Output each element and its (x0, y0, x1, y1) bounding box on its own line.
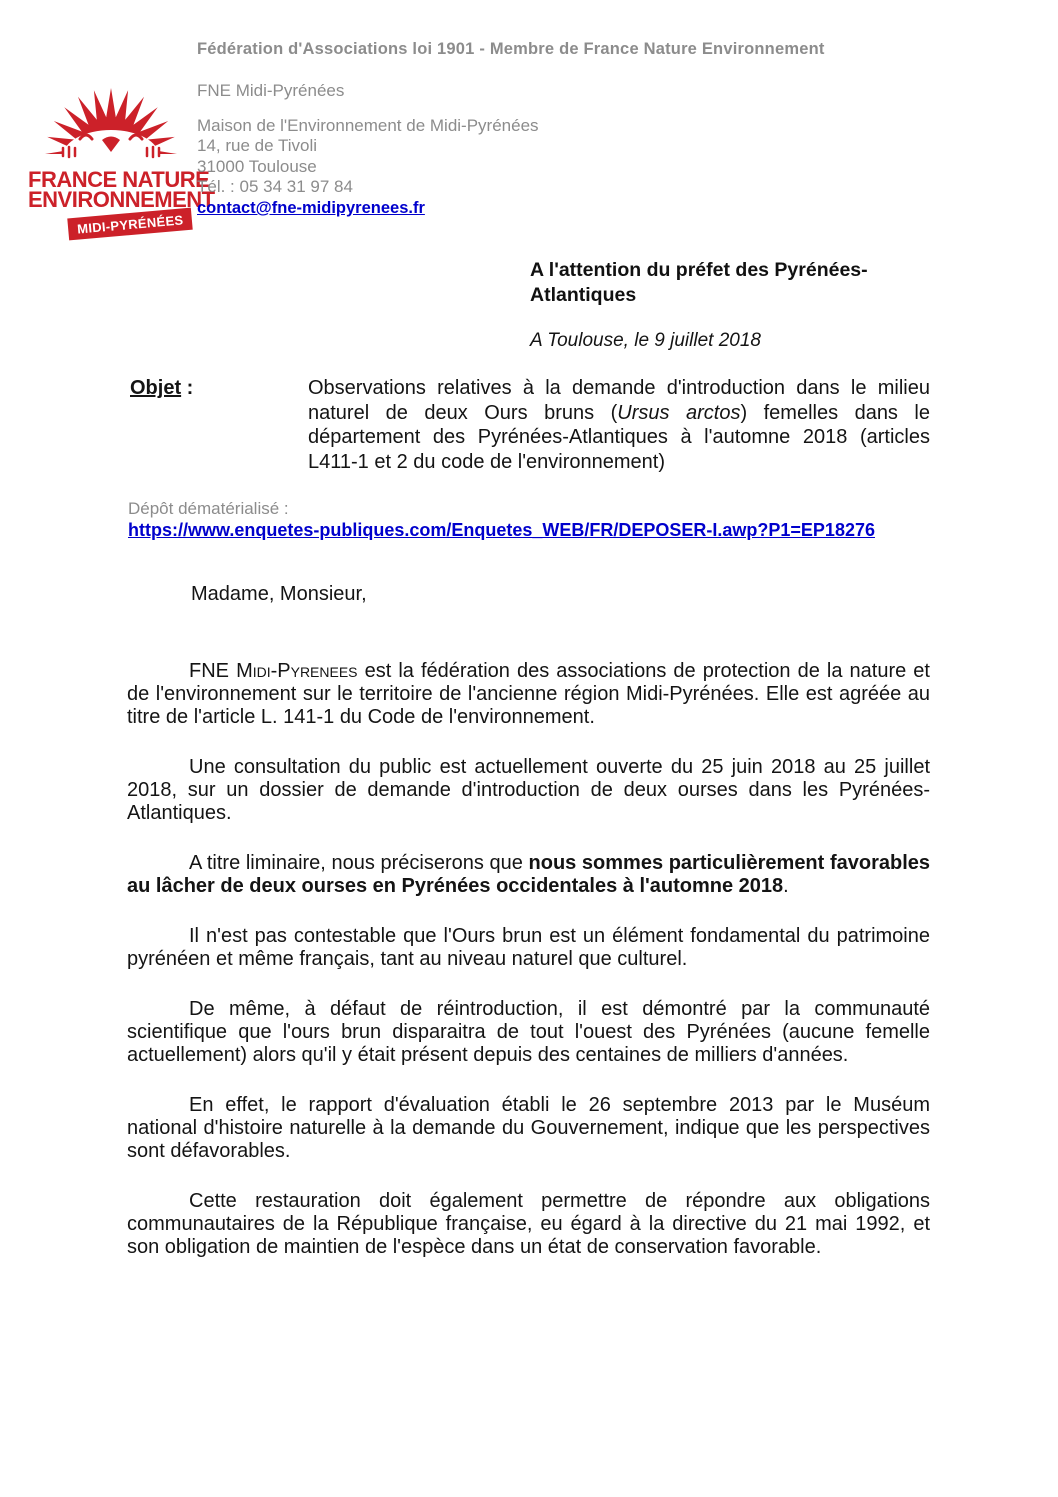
letter-body (127, 660, 930, 1286)
hedgehog-icon (30, 76, 192, 170)
fne-logo (28, 76, 215, 237)
phone-line: Tél. : 05 34 31 97 84 (197, 177, 353, 196)
p3-bold-statement: nous sommes particulièrement favorables au lâcher de deux ourses en Pyrénées occidentales à l'automne 2018 (127, 852, 930, 897)
address-number: 14, rue de Tivoli (197, 136, 318, 155)
deposit-label: Dépôt dématérialisé : (128, 499, 289, 518)
p1-lead: FNE (189, 660, 237, 682)
federation-header: Fédération d'Associations loi 1901 - Membre de France Nature Environnement (197, 40, 825, 58)
address-city: 31000 Toulouse (197, 156, 317, 176)
logo-region-ribbon: MIDI-PYRÉNÉES (67, 208, 193, 241)
org-name: FNE Midi-Pyrénées (197, 81, 345, 100)
logo-ribbon-wrap (28, 213, 194, 235)
deposit-url-link[interactable]: https://www.enquetes-publiques.com/Enquetes_WEB/FR/DEPOSER-I.awp?P1=EP18276 (128, 520, 875, 540)
recipient-line1: A l'attention du préfet des Pyrénées- (530, 259, 868, 281)
logo-title-line2: ENVIRONNEMENT (28, 187, 215, 212)
p1-rest: est la fédération des associations de protection de la nature et de l'environnement sur le territoire de l'ancienne région Midi-Pyrénées. Elle est agréée au titre de l'article L. 141-1 du Code de l'environnement. (127, 660, 930, 728)
subject-label-separator: : (181, 377, 194, 399)
logo-title-line1: FRANCE NATURE (28, 167, 210, 192)
subject-text (308, 376, 930, 474)
paragraph-obligations: Cette restauration doit également permettre de répondre aux obligations communautaires de la République française, eu égard à la directive du 21 mai 1992, et son obligation de maintien de l'espèce dans un état de conservation favorable. (127, 1190, 930, 1258)
paragraph-ours-patrimoine: Il n'est pas contestable que l'Ours brun est un élément fondamental du patrimoine pyrénéen et même français, tant au niveau naturel que culturel. (127, 925, 930, 970)
address-street: Maison de l'Environnement de Midi-Pyrénées (197, 115, 539, 135)
paragraph-intro-fne (127, 660, 930, 729)
subject-label-word: Objet (130, 377, 182, 399)
p3-lead: A titre liminaire, nous préciserons que (189, 852, 529, 874)
recipient-block (530, 258, 950, 308)
subject-species-latin: Ursus arctos (617, 401, 741, 424)
paragraph-position (127, 852, 930, 898)
subject-label (130, 377, 193, 400)
p3-tail: . (783, 875, 789, 897)
recipient-line2: Atlantiques (530, 284, 637, 306)
email-link[interactable]: contact@fne-midipyrenees.fr (197, 199, 425, 217)
subject-text-after: ) femelles dans le département des Pyrénées-Atlantiques à l'automne 2018 (articles L411-1 et 2 du code de l'environnement) (308, 401, 930, 473)
sender-address-block (197, 81, 539, 219)
p1-org-smallcaps: Midi-Pyrenees (236, 660, 358, 682)
subject-text-before: Observations relatives à la demande d'introduction dans le milieu naturel de deux Ours bruns ( (308, 377, 930, 424)
salutation: Madame, Monsieur, (191, 583, 367, 605)
paragraph-disparition: De même, à défaut de réintroduction, il est démontré par la communauté scientifique que l'ours brun disparaitra de tout l'ouest des Pyrénées (aucune femelle actuellement) alors qu'il y était présent depuis des centaines de milliers d'années. (127, 998, 930, 1066)
paragraph-rapport-museum: En effet, le rapport d'évaluation établi le 26 septembre 2013 par le Muséum national d'histoire naturelle à la demande du Gouvernement, indique que les perspectives sont défavorables. (127, 1094, 930, 1162)
date-line: A Toulouse, le 9 juillet 2018 (530, 330, 761, 351)
paragraph-consultation: Une consultation du public est actuellement ouverte du 25 juin 2018 au 25 juillet 2018, sur un dossier de demande d'introduction de deux ourses dans les Pyrénées-Atlantiques. (127, 756, 930, 824)
